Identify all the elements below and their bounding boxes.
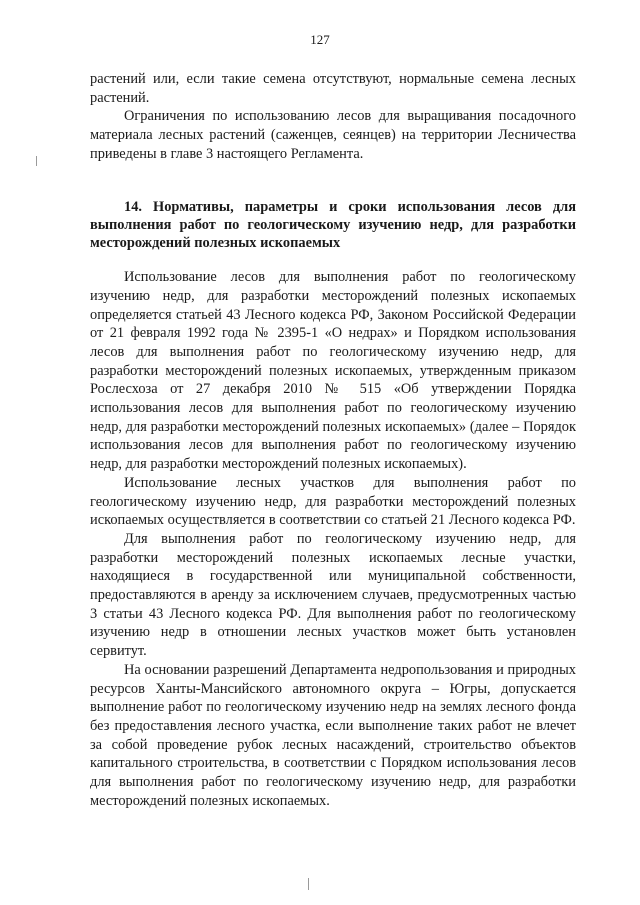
scan-edge-mark-left — [36, 156, 37, 166]
paragraph-restrictions: Ограничения по использованию лесов для выращивания посадочного материала лесных растений (саженцев, сеянцев) на территории Лесничества приведены в главе 3 настоящего Регламента. — [90, 108, 576, 162]
section-heading-14: 14. Нормативы, параметры и сроки использования лесов для выполнения работ по геологическому изучению недр, для разработки месторождений полезных ископаемых — [90, 198, 576, 251]
document-body — [90, 70, 576, 811]
page-number: 127 — [310, 32, 330, 47]
paragraph-continuation: растений или, если такие семена отсутствуют, нормальные семена лесных растений. — [90, 71, 576, 106]
scan-edge-mark-bottom — [308, 878, 309, 890]
paragraph-land-use: Использование лесных участков для выполнения работ по геологическому изучению недр, для разработки месторождений полезных ископаемых осуществляется в соответствии со статьей 21 Лесного кодекса РФ. — [90, 474, 576, 529]
paragraph-lease: Для выполнения работ по геологическому изучению недр, для разработки месторождений полезных ископаемых лесные участки, находящиеся в государственной или муниципальной собственности, предоставляются в аренду за исключением случаев, предусмотренных частью 3 статьи 43 Лесного кодекса РФ. Для выполнения работ по геологическому изучению недр в отношении лесных участков может быть установлен сервитут. — [90, 530, 576, 660]
paragraph-permissions: На основании разрешений Департамента недропользования и природных ресурсов Ханты-Мансийского автономного округа – Югры, допускается выполнение работ по геологическому изучению недр на землях лесного фонда без предоставления лесного участка, если выполнение таких работ не влечет за собой проведение рубок лесных насаждений, строительство объектов капитального строительства, в соответствии с Порядком использования лесов для выполнения работ по геологическому изучению недр, для разработки месторождений полезных ископаемых. — [90, 661, 576, 809]
paragraph-legal-basis: Использование лесов для выполнения работ по геологическому изучению недр, для разработки месторождений полезных ископаемых определяется статьей 43 Лесного кодекса РФ, Законом Российской Федерации от 21 февраля 1992 года № 2395-1 «О недрах» и Порядком использования лесов для выполнения работ по геологическому изучению недр, для разработки месторождений полезных ископаемых, утвержденным приказом Рослесхоза от 27 декабря 2010 № 515 «Об утверждении Порядка использования лесов для выполнения работ по геологическому изучению недр, для разработки месторождений полезных ископаемых» (далее – Порядок использования лесов для выполнения работ по геологическому изучению недр, для разработки месторождений полезных ископаемых). — [90, 269, 576, 473]
